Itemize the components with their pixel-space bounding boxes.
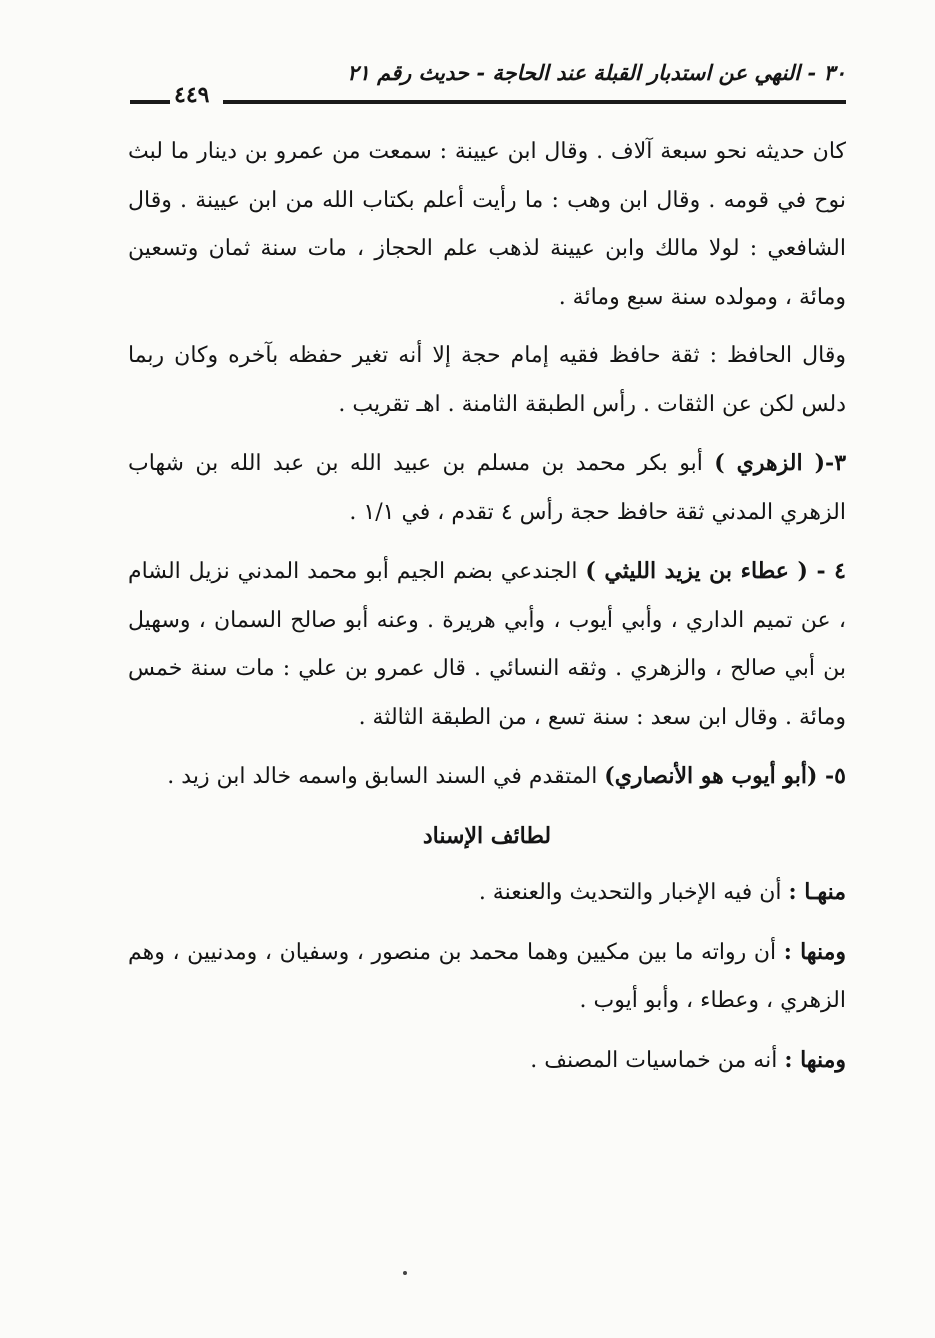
paragraph-narrator-3 bbox=[128, 439, 846, 537]
paragraph-narrator-4 bbox=[128, 547, 846, 742]
narrator-4-bio: الجندعي بضم الجيم أبو محمد المدني نزيل الشام ، عن تميم الداري ، وأبي أيوب ، وأبي هريرة . وعنه أبو صالح السمان ، وسهيل بن أبي صالح ، والزهري . وثقه النسائي . قال عمرو بن علي : مات سنة خمس ومائة . وقال ابن سعد : سنة تسع ، من الطبقة الثالثة . bbox=[128, 559, 846, 730]
list-item-text: أن رواته ما بين مكيين وهما محمد بن منصور ، وسفيان ، ومدنيين ، وهم الزهري ، وعطاء ، وأبو أيوب . bbox=[128, 939, 846, 1013]
page-number: ٤٤٩ bbox=[174, 82, 210, 108]
running-title: ٣٠ - النهي عن استدبار القبلة عند الحاجة - حديث رقم ٢١ bbox=[347, 60, 846, 85]
narrator-5-name: ٥- (أبو أيوب هو الأنصاري) bbox=[604, 763, 846, 789]
section-title: لطائف الإسناد bbox=[422, 822, 552, 849]
paragraph-narrator-5 bbox=[128, 752, 846, 802]
list-item-text: أن فيه الإخبار والتحديث والعنعنة . bbox=[478, 880, 789, 905]
paragraph-hafiz: وقال الحافظ : ثقة حافظ فقيه إمام حجة إلا أنه تغير حفظه بآخره وكان ربما دلس لكن عن الثقات . رأس الطبقة الثامنة . اهـ تقريب . bbox=[128, 343, 846, 417]
list-item-text: أنه من خماسيات المصنف . bbox=[530, 1047, 785, 1073]
header-rule bbox=[223, 100, 846, 104]
list-item bbox=[128, 1036, 846, 1086]
list-item-label: ومنها : bbox=[783, 938, 846, 965]
page-header bbox=[128, 60, 846, 116]
stray-mark bbox=[403, 1271, 407, 1275]
narrator-3-name: ٣-( الزهري ) bbox=[714, 450, 847, 476]
list-item bbox=[128, 868, 846, 918]
list-item-label: ومنها : bbox=[784, 1046, 846, 1073]
page-body bbox=[128, 128, 846, 1095]
narrator-3-bio: أبو بكر محمد بن مسلم بن عبيد الله بن عبد الله بن شهاب الزهري المدني ثقة حافظ حجة رأس ٤ تقدم ، في ١/١ . bbox=[128, 451, 846, 525]
list-item bbox=[128, 928, 846, 1026]
paragraph-ibn-uyaynah: كان حديثه نحو سبعة آلاف . وقال ابن عيينة : سمعت من عمرو بن دينار ما لبث نوح في قومه . وقال ابن وهب : ما رأيت أعلم بكتاب الله من ابن عيينة . وقال الشافعي : لولا مالك وابن عيينة لذهب علم الحجاز ، مات سنة ثمان وتسعين ومائة ، ومولده سنة سبع ومائة . bbox=[128, 139, 846, 310]
narrator-4-name: ٤ - ( عطاء بن يزيد الليثي ) bbox=[585, 558, 846, 584]
list-item-label: منهـا : bbox=[788, 879, 846, 905]
page-number-dash bbox=[130, 100, 170, 104]
narrator-5-bio: المتقدم في السند السابق واسمه خالد ابن زيد . bbox=[167, 764, 605, 789]
